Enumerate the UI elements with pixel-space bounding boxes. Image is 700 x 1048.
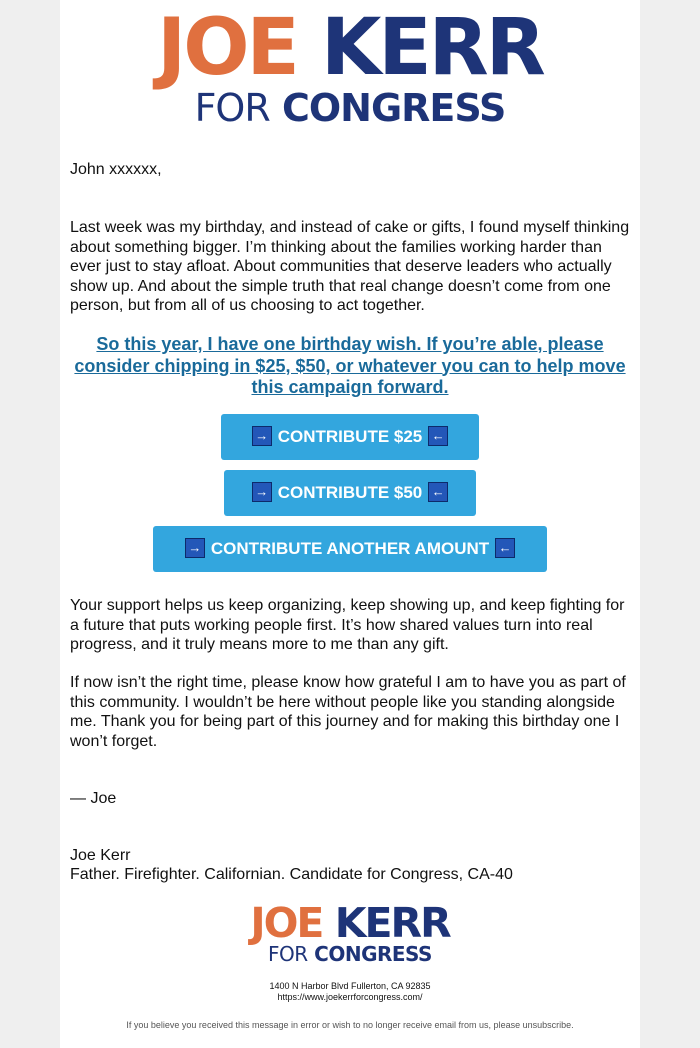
footer-address-block	[60, 981, 640, 1002]
logo-last-name: KERR	[320, 3, 543, 93]
footer-logo-congress: CONGRESS	[314, 942, 432, 966]
signature-title: Father. Firefighter. Californian. Candidate for Congress, CA-40	[70, 866, 513, 883]
logo-congress: CONGRESS	[281, 86, 506, 130]
arrow-left-icon: ←	[428, 482, 448, 502]
campaign-logo-footer	[60, 899, 640, 966]
footer-url[interactable]: https://www.joekerrforcongress.com/	[277, 991, 423, 1002]
support-paragraph: Your support helps us keep organizing, keep showing up, and keep fighting for a future that puts working people first. It’s how shared values turn into real progress, and it truly means more to me than any gift.	[70, 597, 625, 653]
footer-logo-for: FOR	[268, 942, 308, 966]
gratitude-paragraph: If now isn’t the right time, please know how grateful I am to have you as part of this community. I wouldn’t be here without people like you standing alongside me. Thank you for being part of this journey and for making this birthday one I won’t forget.	[70, 674, 626, 750]
logo-first-name: JOE	[157, 3, 297, 93]
campaign-logo-header	[60, 3, 640, 130]
signature-name: Joe Kerr	[70, 847, 131, 864]
contribute-50-label: CONTRIBUTE $50	[277, 483, 423, 502]
contribute-other-label: CONTRIBUTE ANOTHER AMOUNT	[210, 539, 490, 558]
donation-ask-link[interactable]: So this year, I have one birthday wish. If you’re able, please consider chipping in $25, $50, or whatever you can to help move this campaign forward.	[74, 334, 626, 397]
footer-logo-first-name: JOE	[250, 899, 323, 947]
footer-logo-tagline	[60, 944, 640, 964]
arrow-right-icon: →	[185, 538, 205, 558]
contribute-25-label: CONTRIBUTE $25	[277, 427, 423, 446]
contribute-other-amount-button[interactable]	[153, 526, 547, 572]
footer-logo-last-name: KERR	[334, 899, 450, 947]
email-body	[60, 0, 640, 1048]
logo-for: FOR	[194, 86, 270, 130]
arrow-right-icon: →	[252, 426, 272, 446]
arrow-right-icon: →	[252, 482, 272, 502]
arrow-left-icon: ←	[428, 426, 448, 446]
unsubscribe-notice[interactable]: If you believe you received this message in error or wish to no longer receive email from us, please unsubscribe.	[126, 1020, 574, 1030]
footer-logo-name	[60, 899, 640, 947]
signoff: — Joe	[70, 790, 117, 807]
intro-paragraph: Last week was my birthday, and instead of cake or gifts, I found myself thinking about something bigger. I’m thinking about the families working harder than ever just to stay afloat. About communities that deserve leaders who actually show up. And about the simple truth that real change doesn’t come from one person, but from all of us choosing to act together.	[70, 219, 630, 314]
contribute-25-button[interactable]	[221, 414, 479, 460]
logo-name	[60, 3, 640, 93]
contribute-50-button[interactable]	[224, 470, 476, 516]
greeting: John xxxxxx,	[70, 161, 162, 178]
footer-address: 1400 N Harbor Blvd Fullerton, CA 92835	[269, 981, 431, 991]
logo-tagline	[60, 88, 640, 128]
arrow-left-icon: ←	[495, 538, 515, 558]
